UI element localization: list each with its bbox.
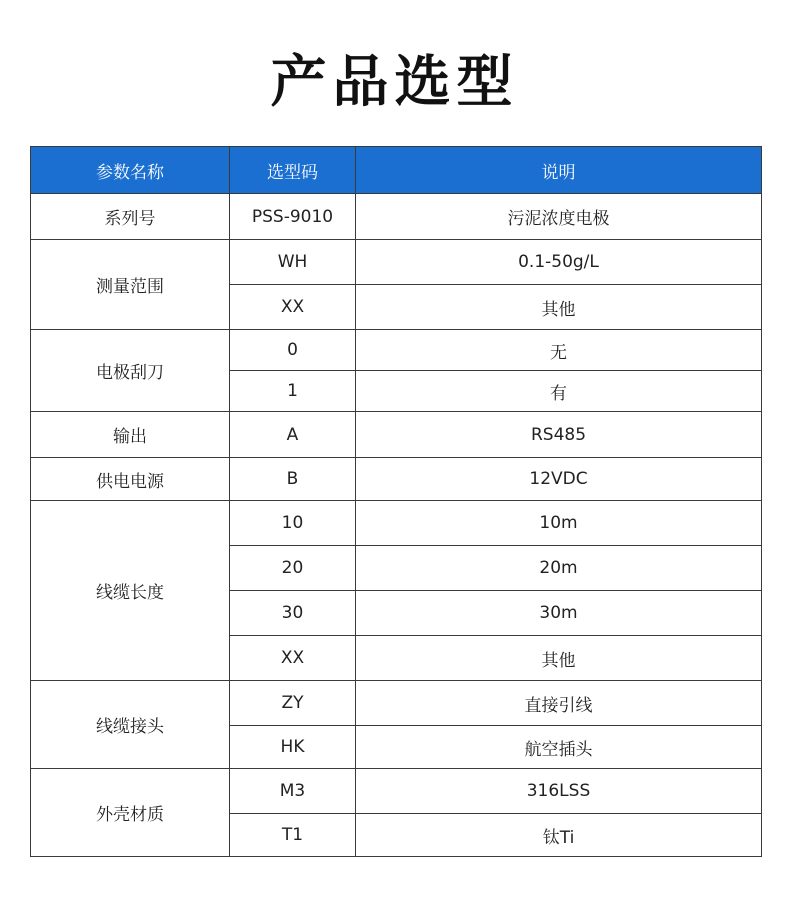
desc-cell: 航空插头 [356,726,762,769]
desc-cell: 316LSS [356,769,762,814]
table-row [31,330,762,371]
code-cell: T1 [230,814,356,857]
desc-cell: 有 [356,371,762,412]
param-cell-series: 系列号 [31,194,230,240]
table-row [31,501,762,546]
table-row [31,769,762,814]
header-description: 说明 [356,147,762,194]
header-param-name: 参数名称 [31,147,230,194]
table-row [31,412,762,458]
code-cell: A [230,412,356,458]
code-cell: 20 [230,546,356,591]
desc-cell: 20m [356,546,762,591]
param-cell-cable-length: 线缆长度 [31,501,230,681]
table-row [31,194,762,240]
code-cell: B [230,458,356,501]
code-cell: HK [230,726,356,769]
code-cell: 10 [230,501,356,546]
desc-cell: 0.1-50g/L [356,240,762,285]
code-cell: 30 [230,591,356,636]
desc-cell: 污泥浓度电极 [356,194,762,240]
desc-cell: 钛Ti [356,814,762,857]
table-row [31,240,762,285]
code-cell: PSS-9010 [230,194,356,240]
param-cell-connector: 线缆接头 [31,681,230,769]
desc-cell: 30m [356,591,762,636]
param-cell-range: 测量范围 [31,240,230,330]
desc-cell: 无 [356,330,762,371]
code-cell: 0 [230,330,356,371]
table-row [31,458,762,501]
code-cell: 1 [230,371,356,412]
param-cell-power: 供电电源 [31,458,230,501]
code-cell: WH [230,240,356,285]
desc-cell: 10m [356,501,762,546]
header-selection-code: 选型码 [230,147,356,194]
param-cell-housing: 外壳材质 [31,769,230,857]
desc-cell: 12VDC [356,458,762,501]
selection-table [30,146,762,857]
param-cell-scraper: 电极刮刀 [31,330,230,412]
param-cell-output: 输出 [31,412,230,458]
table-row [31,681,762,726]
desc-cell: 其他 [356,636,762,681]
desc-cell: 直接引线 [356,681,762,726]
desc-cell: 其他 [356,285,762,330]
code-cell: M3 [230,769,356,814]
code-cell: XX [230,285,356,330]
code-cell: XX [230,636,356,681]
code-cell: ZY [230,681,356,726]
table-header-row [31,147,762,194]
page-title: 产品选型 [270,50,519,115]
desc-cell: RS485 [356,412,762,458]
